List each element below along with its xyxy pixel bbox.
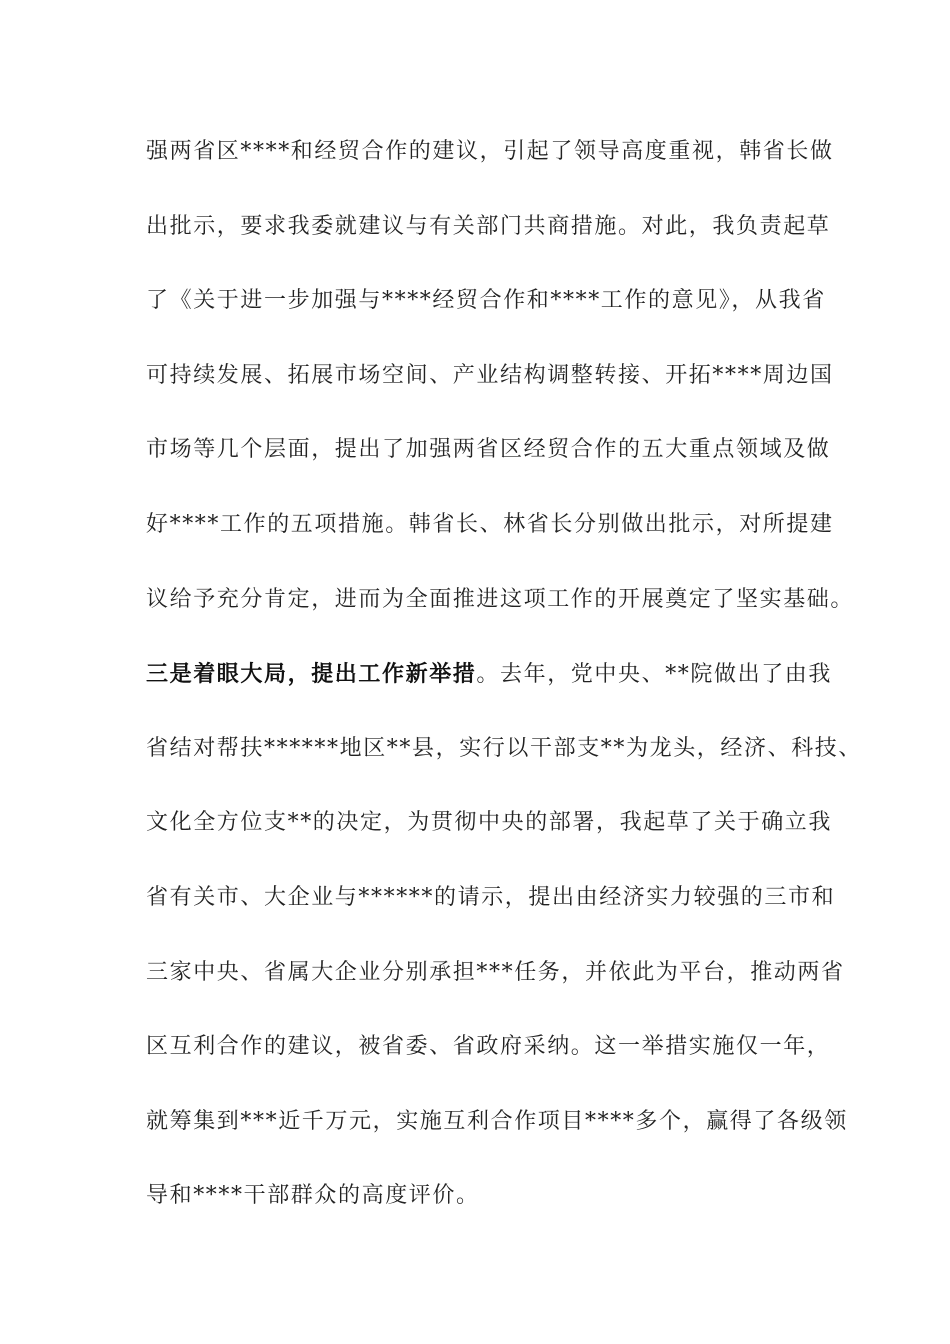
- section-heading: 三是着眼大局，提出工作新举措: [146, 661, 477, 688]
- text-line: 区互利合作的建议，被省委、省政府采纳。这一举措实施仅一年，: [146, 1034, 831, 1060]
- text-line: 省有关市、大企业与******的请示，提出由经济实力较强的三市和: [146, 884, 836, 910]
- text-line: 就筹集到***近千万元，实施互利合作项目****多个，赢得了各级领: [146, 1108, 848, 1134]
- section-text: 。去年，党中央、**院做出了由我: [476, 662, 833, 688]
- text-line: 出批示，要求我委就建议与有关部门共商措施。对此，我负责起草: [146, 213, 831, 239]
- text-line: 议给予充分肯定，进而为全面推进这项工作的开展奠定了坚实基础。: [146, 586, 855, 612]
- text-line: 好****工作的五项措施。韩省长、林省长分别做出批示，对所提建: [146, 511, 834, 537]
- text-line: 省结对帮扶******地区**县，实行以干部支**为龙头，经济、科技、: [146, 735, 863, 761]
- text-line: 可持续发展、拓展市场空间、产业结构调整转接、开拓****周边国: [146, 362, 834, 388]
- body-text: [146, 128, 863, 1247]
- text-line: 了《关于进一步加强与****经贸合作和****工作的意见》，从我省: [146, 288, 826, 314]
- text-line: 强两省区****和经贸合作的建议，引起了领导高度重视，韩省长做: [146, 139, 834, 164]
- text-line: [146, 650, 833, 725]
- text-line: 市场等几个层面，提出了加强两省区经贸合作的五大重点领域及做: [146, 437, 831, 463]
- text-line: 三家中央、省属大企业分别承担***任务，并依此为平台，推动两省: [146, 959, 845, 985]
- text-line: 文化全方位支**的决定，为贯彻中央的部署，我起草了关于确立我: [146, 810, 833, 836]
- text-line: 导和****干部群众的高度评价。: [146, 1183, 480, 1209]
